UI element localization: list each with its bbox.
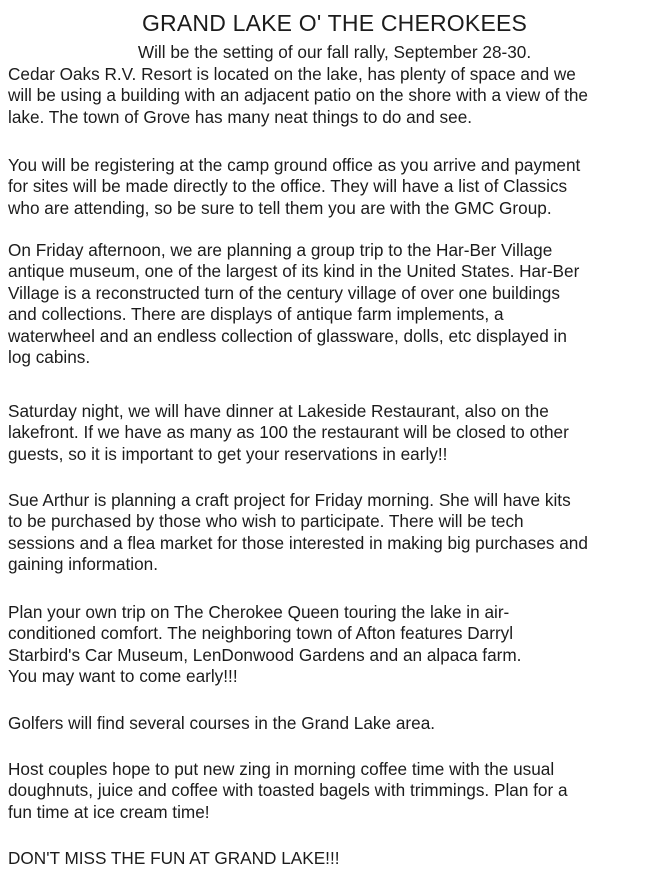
paragraph-line: gaining information.	[8, 554, 159, 575]
paragraph-line: guests, so it is important to get your reservations in early!!	[8, 443, 448, 464]
paragraph-line: On Friday afternoon, we are planning a group trip to the Har-Ber Village	[8, 240, 553, 260]
paragraph-craft-project	[8, 490, 665, 576]
paragraph-line: who are attending, so be sure to tell them you are with the GMC Group.	[8, 197, 552, 218]
paragraph-golf	[8, 713, 665, 734]
paragraph-host-couples	[8, 759, 665, 823]
paragraph-line: will be using a building with an adjacent patio on the shore with a view of the	[8, 85, 588, 106]
paragraph-line: for sites will be made directly to the office. They will have a list of Classics	[8, 176, 568, 197]
paragraph-line: sessions and a flea market for those interested in making big purchases and	[8, 532, 588, 553]
paragraph-saturday-dinner	[8, 401, 665, 465]
paragraph-line: waterwheel and an endless collection of glassware, dolls, etc displayed in	[8, 325, 567, 346]
paragraph-line: You will be registering at the camp ground office as you arrive and payment	[8, 155, 581, 175]
paragraph-line: Cedar Oaks R.V. Resort is located on the lake, has plenty of space and we	[8, 64, 576, 84]
paragraph-resort	[8, 64, 665, 128]
paragraph-line: Golfers will find several courses in the Grand Lake area.	[8, 713, 436, 733]
paragraph-line: lakefront. If we have as many as 100 the restaurant will be closed to other	[8, 422, 569, 443]
paragraph-line: conditioned comfort. The neighboring town of Afton features Darryl	[8, 623, 514, 644]
paragraph-line: and collections. There are displays of antique farm implements, a	[8, 304, 504, 325]
paragraph-line: You may want to come early!!!	[8, 666, 238, 687]
paragraph-line: antique museum, one of the largest of its kind in the United States. Har-Ber	[8, 261, 580, 282]
paragraph-line: DON'T MISS THE FUN AT GRAND LAKE!!!	[8, 848, 340, 868]
paragraph-line: log cabins.	[8, 347, 91, 368]
paragraph-line: Sue Arthur is planning a craft project for Friday morning. She will have kits	[8, 490, 571, 510]
paragraph-cherokee-queen	[8, 602, 665, 688]
paragraph-line: Plan your own trip on The Cherokee Queen touring the lake in air-	[8, 602, 510, 622]
paragraph-line: fun time at ice cream time!	[8, 801, 210, 822]
page-title: GRAND LAKE O' THE CHEROKEES	[141, 10, 528, 36]
paragraph-registration	[8, 155, 665, 219]
paragraph-friday-trip	[8, 240, 665, 368]
paragraph-line: to be purchased by those who wish to participate. There will be tech	[8, 511, 524, 532]
paragraph-line: Host couples hope to put new zing in morning coffee time with the usual	[8, 759, 555, 779]
paragraph-closing	[8, 848, 665, 869]
paragraph-line: lake. The town of Grove has many neat things to do and see.	[8, 106, 473, 127]
paragraph-line: Starbird's Car Museum, LenDonwood Gardens and an alpaca farm.	[8, 644, 522, 665]
paragraph-line: Saturday night, we will have dinner at Lakeside Restaurant, also on the	[8, 401, 549, 421]
paragraph-line: doughnuts, juice and coffee with toasted bagels with trimmings. Plan for a	[8, 780, 568, 801]
paragraph-line: Village is a reconstructed turn of the century village of over one buildings	[8, 282, 560, 303]
page-subtitle: Will be the setting of our fall rally, September 28-30.	[137, 42, 532, 62]
